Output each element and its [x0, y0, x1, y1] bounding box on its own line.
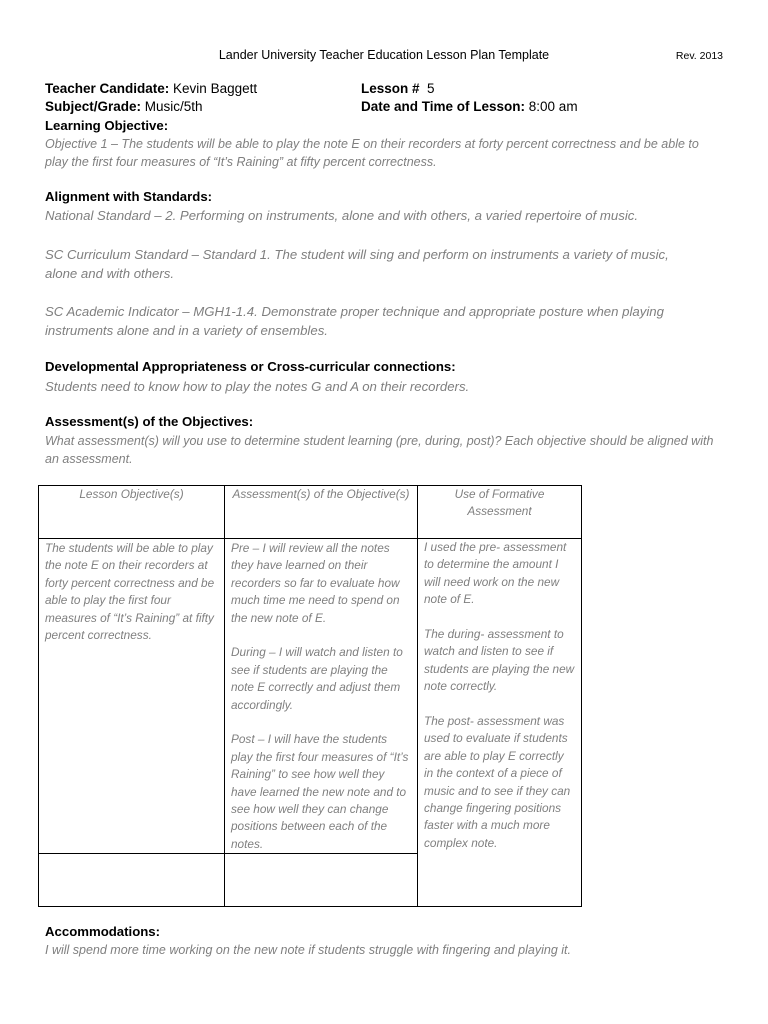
- document-title: Lander University Teacher Education Lesson Plan Template: [218, 48, 550, 62]
- column-header-assessments: Assessment(s) of the Objective(s): [225, 486, 418, 539]
- sc-academic-line-1: SC Academic Indicator – MGH1-1.4. Demonstrate proper technique and appropriate posture when playing: [45, 304, 664, 319]
- objective-line-1: Objective 1 – The students will be able to play the note E on their recorders at forty percent correctness and be able to: [45, 137, 699, 151]
- lesson-number-value: 5: [419, 81, 435, 96]
- developmental-text: Students need to know how to play the notes G and A on their recorders.: [45, 379, 470, 394]
- candidate-row: [45, 81, 257, 96]
- assessment-line-2: an assessment.: [45, 452, 133, 466]
- table-header-row: [39, 486, 582, 539]
- accommodations-text: I will spend more time working on the new note if students struggle with fingering and playing it.: [45, 943, 571, 957]
- revision-label: Rev. 2013: [675, 50, 723, 62]
- assessment-cell: [225, 539, 418, 854]
- objective-line-2: play the first four measures of “It’s Raining” at fifty percent correctness.: [45, 155, 437, 169]
- sc-curriculum-line-2: alone and with others.: [45, 266, 175, 281]
- lesson-number-label: Lesson #: [361, 81, 420, 96]
- formative-cell: [418, 539, 582, 907]
- empty-cell: [225, 854, 418, 907]
- empty-cell: [39, 854, 225, 907]
- assessment-line-1: What assessment(s) will you use to determine student learning (pre, during, post)? Each objective should be aligned with: [45, 434, 714, 448]
- datetime-row: [361, 99, 578, 114]
- assessment-pre: Pre – I will review all the notes they have learned on their recorders so far to evaluate how much time me need to spend on the new note of E.: [231, 541, 400, 625]
- formative-during: The during- assessment to watch and listen to see if students are playing the new note correctly.: [424, 627, 575, 694]
- column-header-objectives: Lesson Objective(s): [39, 486, 225, 539]
- objective-cell: The students will be able to play the note E on their recorders at forty percent correctness and be able to play the first four measures of “It’s Raining” at fifty percent correctness.: [39, 539, 225, 854]
- standards-heading: Alignment with Standards:: [45, 189, 213, 204]
- datetime-value: 8:00 am: [525, 99, 578, 114]
- candidate-label: Teacher Candidate:: [45, 81, 170, 96]
- assessment-table: [38, 485, 582, 907]
- sc-academic-line-2: instruments alone and in a variety of ensembles.: [45, 323, 328, 338]
- candidate-value: Kevin Baggett: [169, 81, 258, 96]
- formative-pre: I used the pre- assessment to determine the amount I will need work on the new note of E.: [424, 540, 567, 607]
- table-row: [39, 539, 582, 854]
- subject-value: Music/5th: [141, 99, 203, 114]
- lesson-number-row: [361, 81, 435, 96]
- assessment-heading: Assessment(s) of the Objectives:: [45, 414, 254, 429]
- national-standard: National Standard – 2. Performing on instruments, alone and with others, a varied repertoire of music.: [45, 208, 639, 223]
- assessment-during: During – I will watch and listen to see if students are playing the note E correctly and adjust them accordingly.: [231, 645, 403, 712]
- formative-post: The post- assessment was used to evaluate if students are able to play E correctly in the context of a piece of music and to see if they can change fingering positions faster with a much more complex note.: [424, 714, 571, 850]
- datetime-label: Date and Time of Lesson:: [361, 99, 526, 114]
- subject-row: [45, 99, 203, 114]
- assessment-post: Post – I will have the students play the first four measures of “It’s Raining” to see how well they have learned the new note and to see how well they can change positions between each of the notes.: [231, 732, 409, 851]
- subject-label: Subject/Grade:: [45, 99, 142, 114]
- accommodations-heading: Accommodations:: [45, 924, 161, 939]
- learning-objective-heading: Learning Objective:: [45, 118, 169, 133]
- column-header-formative: Use of Formative Assessment: [418, 486, 582, 539]
- developmental-heading: Developmental Appropriateness or Cross-curricular connections:: [45, 359, 456, 374]
- sc-curriculum-line-1: SC Curriculum Standard – Standard 1. The student will sing and perform on instruments a variety of music,: [45, 247, 669, 262]
